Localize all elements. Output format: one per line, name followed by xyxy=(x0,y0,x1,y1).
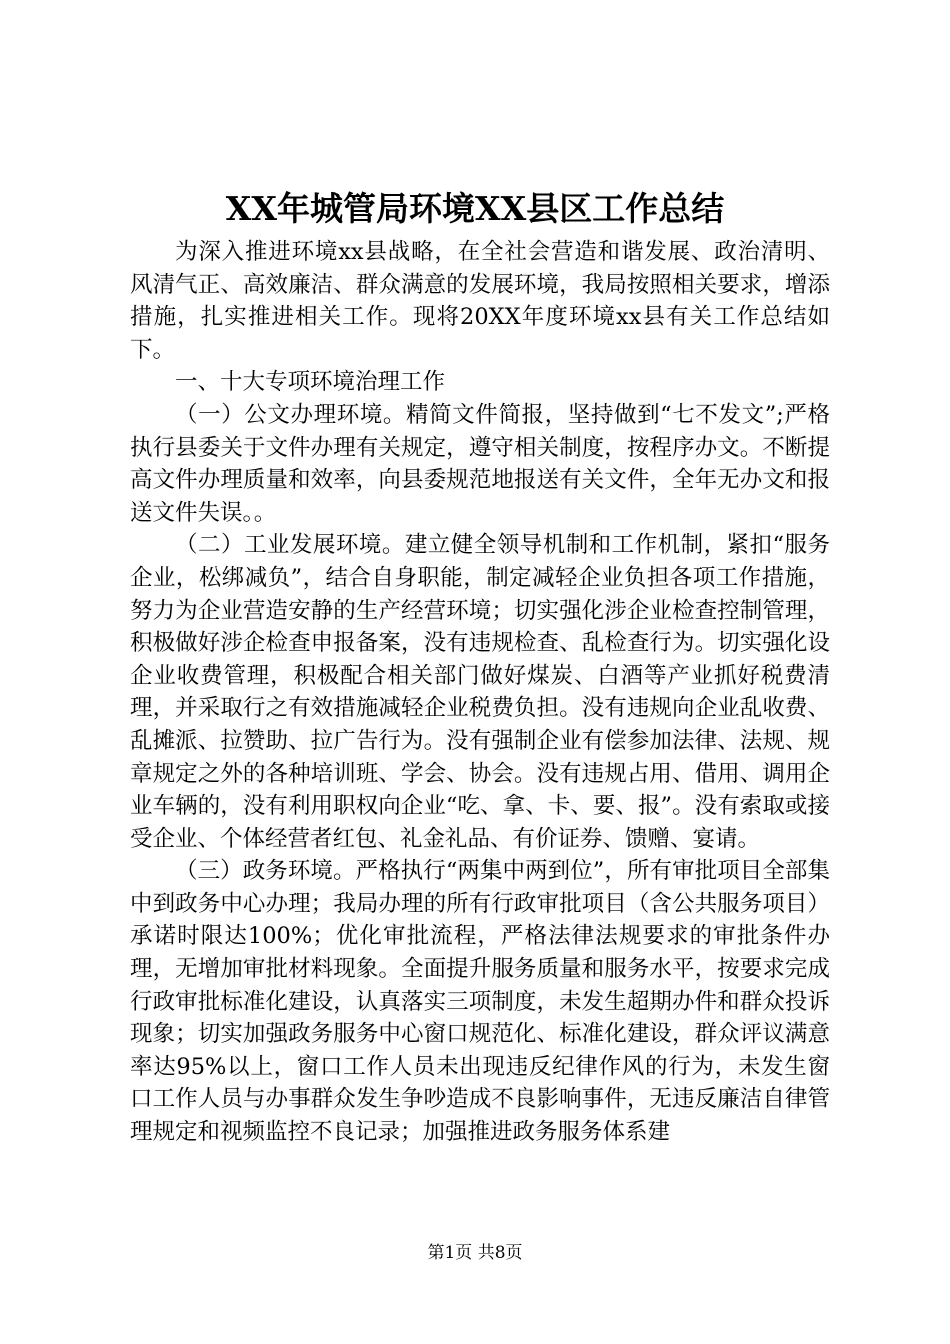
section-heading: 一、十大专项环境治理工作 xyxy=(175,369,446,396)
paragraph-official-documents: （一）公文办理环境。精简文件简报，坚持做到“七不发文”;严格执行县委关于文件办理有关规定，遵守相关制度，按程序办文。不断提高文件办理质量和效率，向县委规范地报送有关文件，全年无办文和报送文件失误。。 xyxy=(130,401,830,526)
intro-paragraph: 为深入推进环境xx县战略，在全社会营造和谐发展、政治清明、风清气正、高效廉洁、群众满意的发展环境，我局按照相关要求，增添措施，扎实推进相关工作。现将20XX年度环境xx县有关工作总结如下。 xyxy=(130,239,830,363)
document-title: XX年城管局环境XX县区工作总结 xyxy=(225,189,725,228)
paragraph-industrial-environment: （二）工业发展环境。建立健全领导机制和工作机制，紧扣“服务企业，松绑减负”，结合自身职能，制定减轻企业负担各项工作措施，努力为企业营造安静的生产经营环境；切实强化涉企业检查控制管理，积极做好涉企检查申报备案，没有违规检查、乱检查行为。切实强化设企业收费管理，积极配合相关部门做好煤炭、白酒等产业抓好税费清理，并采取行之有效措施减轻企业税费负担。没有违规向企业乱收费、乱摊派、拉赞助、拉广告行为。没有强制企业有偿参加法律、法规、规章规定之外的各种培训班、学会、协会。没有违规占用、借用、调用企业车辆的，没有利用职权向企业“吃、拿、卡、要、报”。没有索取或接受企业、个体经营者红包、礼金礼品、有价证券、馈赠、宴请。 xyxy=(130,532,830,852)
document-body xyxy=(130,236,830,1149)
paragraph-government-affairs: （三）政务环境。严格执行“两集中两到位”，所有审批项目全部集中到政务中心办理；我局办理的所有行政审批项目（含公共服务项目）承诺时限达100%；优化审批流程，严格法律法规要求的审批条件办理，无增加审批材料现象。全面提升服务质量和服务水平，按要求完成行政审批标准化建设，认真落实三项制度，未发生超期办件和群众投诉现象；切实加强政务服务中心窗口规范化、标准化建设，群众评议满意率达95%以上，窗口工作人员未出现违反纪律作风的行为，未发生窗口工作人员与办事群众发生争吵造成不良影响事件，无违反廉洁自律管理规定和视频监控不良记录；加强推进政务服务体系建 xyxy=(130,858,830,1146)
page-footer: 第1页 共8页 xyxy=(427,1243,523,1263)
